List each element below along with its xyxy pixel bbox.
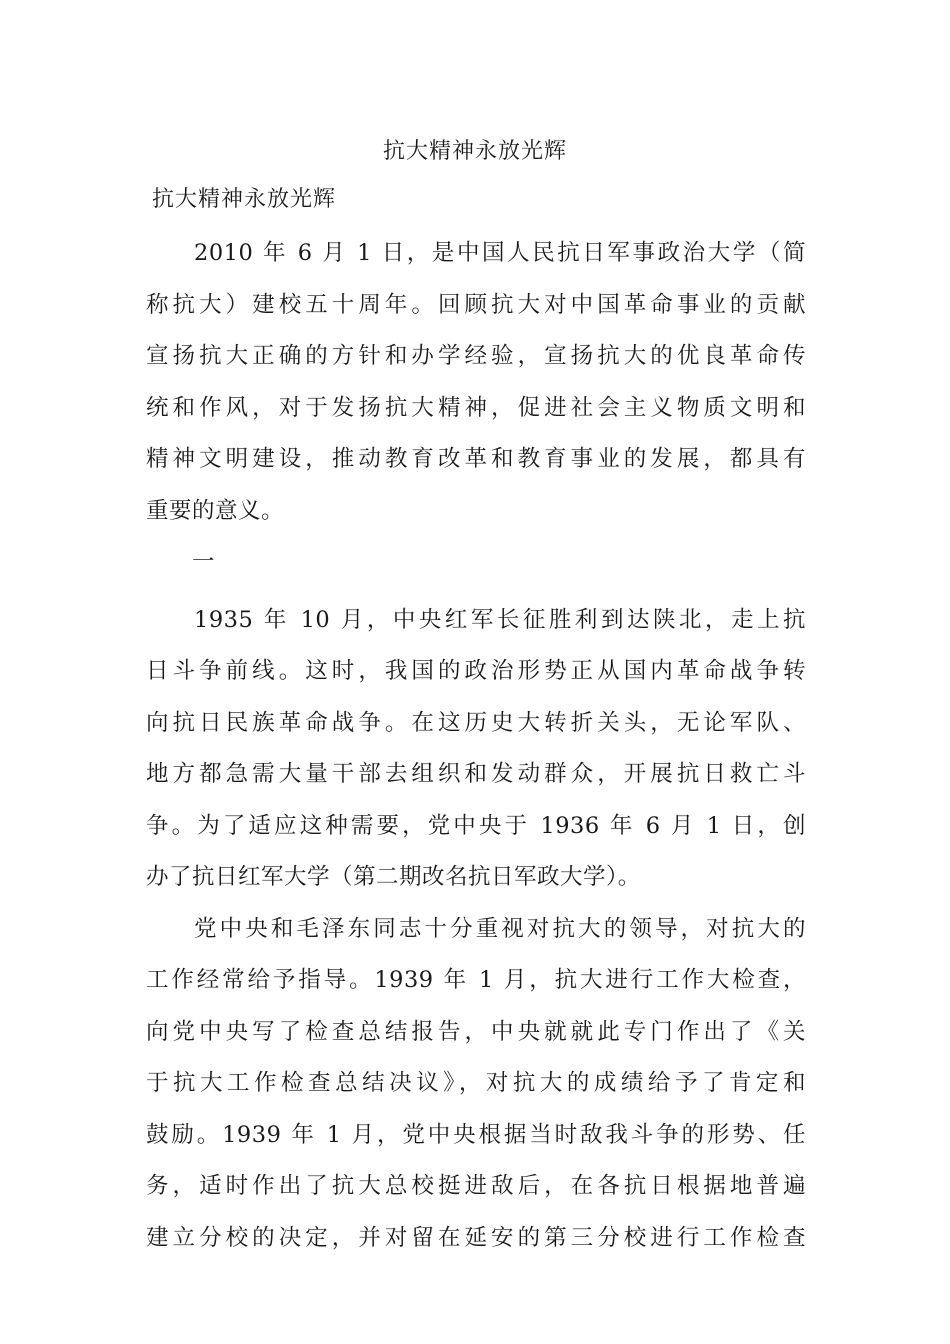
paragraph-3 (146, 904, 806, 1265)
section-heading: 一 (192, 549, 216, 575)
text-line: 1935 年 10 月，中央红军长征胜利到达陕北，走上抗 (194, 606, 806, 633)
text-line: 建立分校的决定，并对留在延安的第三分校进行工作检查 (146, 1224, 806, 1251)
text-line: 2010 年 6 月 1 日，是中国人民抗日军事政治大学（简 (194, 240, 806, 266)
text-line: 务，适时作出了抗大总校挺进敌后，在各抗日根据地普遍 (146, 1173, 806, 1199)
text-line: 办了抗日红军大学（第二期改名抗日军政大学）。 (146, 864, 641, 890)
text-line: 鼓励。1939 年 1 月，党中央根据当时敌我斗争的形势、任 (146, 1121, 806, 1148)
text-line: 重要的意义。 (146, 497, 285, 524)
text-line: 日斗争前线。这时，我国的政治形势正从国内革命战争转 (146, 658, 806, 684)
text-line: 于抗大工作检查总结决议》，对抗大的成绩给予了肯定和 (146, 1070, 806, 1096)
paragraph-2 (146, 595, 806, 904)
text-line: 争。为了适应这种需要，党中央于 1936 年 6 月 1 日，创 (146, 812, 806, 839)
text-line: 精神文明建设，推动教育改革和教育事业的发展，都具有 (146, 446, 806, 472)
text-line: 称抗大）建校五十周年。回顾抗大对中国革命事业的贡献 (146, 291, 806, 318)
document-title: 抗大精神永放光辉 (382, 139, 567, 164)
text-line: 党中央和毛泽东同志十分重视对抗大的领导，对抗大的 (194, 915, 806, 942)
paragraph-1 (146, 228, 806, 537)
document-body (146, 228, 806, 1264)
text-line: 地方都急需大量干部去组织和发动群众，开展抗日救亡斗 (146, 761, 806, 787)
text-line: 工作经常给予指导。1939 年 1 月，抗大进行工作大检查， (146, 967, 806, 993)
text-line: 向党中央写了检查总结报告，中央就就此专门作出了《关 (146, 1018, 806, 1045)
text-line: 向抗日民族革命战争。在这历史大转折关头，无论军队、 (146, 709, 806, 736)
text-line: 宣扬抗大正确的方针和办学经验，宣扬抗大的优良革命传 (146, 343, 806, 369)
text-line: 统和作风，对于发扬抗大精神，促进社会主义物质文明和 (146, 394, 806, 421)
document-subtitle: 抗大精神永放光辉 (152, 187, 337, 212)
